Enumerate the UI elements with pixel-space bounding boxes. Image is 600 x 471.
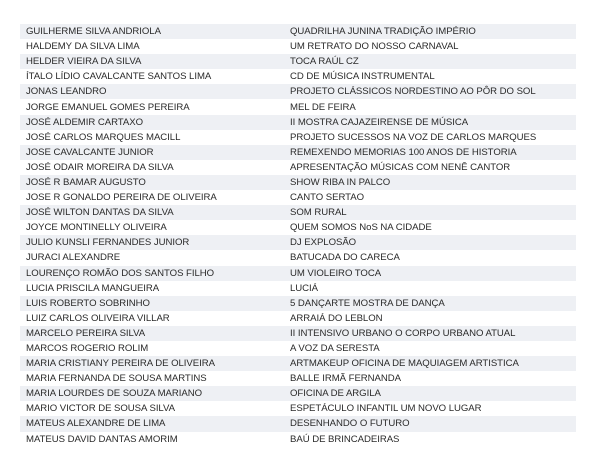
project-cell: TOCA RAÚL CZ [284,54,576,69]
beneficiary-table [20,24,576,447]
name-cell: ÍTALO LÍDIO CAVALCANTE SANTOS LIMA [20,69,284,84]
document-sheet [20,24,576,447]
name-cell: JULIO KUNSLI FERNANDES JUNIOR [20,235,284,250]
table-row [20,99,576,114]
project-cell: BATUCADA DO CARECA [284,250,576,265]
table-body [20,24,576,447]
project-cell: DJ EXPLOSÃO [284,235,576,250]
table-row [20,130,576,145]
project-cell: REMEXENDO MEMORIAS 100 ANOS DE HISTORIA [284,145,576,160]
name-cell: MARIO VICTOR DE SOUSA SILVA [20,401,284,416]
name-cell: JOSE R GONALDO PEREIRA DE OLIVEIRA [20,190,284,205]
table-row [20,190,576,205]
table-row [20,266,576,281]
project-cell: PROJETO SUCESSOS NA VOZ DE CARLOS MARQUES [284,130,576,145]
project-cell: DESENHANDO O FUTURO [284,416,576,431]
project-cell: UM VIOLEIRO TOCA [284,266,576,281]
table-row [20,432,576,447]
name-cell: MARIA FERNANDA DE SOUSA MARTINS [20,371,284,386]
name-cell: JONAS LEANDRO [20,84,284,99]
table-row [20,371,576,386]
name-cell: MARIA LOURDES DE SOUZA MARIANO [20,386,284,401]
name-cell: LUIS ROBERTO SOBRINHO [20,296,284,311]
table-row [20,175,576,190]
table-row [20,311,576,326]
table-row [20,281,576,296]
table-row [20,296,576,311]
name-cell: JOSÉ R BAMAR AUGUSTO [20,175,284,190]
project-cell: QUEM SOMOS NoS NA CIDADE [284,220,576,235]
name-cell: MATEUS ALEXANDRE DE LIMA [20,416,284,431]
project-cell: CD DE MÚSICA INSTRUMENTAL [284,69,576,84]
name-cell: JURACI ALEXANDRE [20,250,284,265]
name-cell: LUCIA PRISCILA MANGUEIRA [20,281,284,296]
table-row [20,416,576,431]
table-row [20,356,576,371]
table-row [20,401,576,416]
name-cell: LOURENÇO ROMÃO DOS SANTOS FILHO [20,266,284,281]
table-row [20,69,576,84]
name-cell: JOSE CAVALCANTE JUNIOR [20,145,284,160]
project-cell: ESPETÁCULO INFANTIL UM NOVO LUGAR [284,401,576,416]
table-row [20,145,576,160]
project-cell: II MOSTRA CAJAZEIRENSE DE MÚSICA [284,115,576,130]
project-cell: A VOZ DA SERESTA [284,341,576,356]
name-cell: GUILHERME SILVA ANDRIOLA [20,24,284,39]
name-cell: HALDEMY DA SILVA LIMA [20,39,284,54]
name-cell: MARIA CRISTIANY PEREIRA DE OLIVEIRA [20,356,284,371]
name-cell: JOSÉ CARLOS MARQUES MACILL [20,130,284,145]
table-row [20,250,576,265]
project-cell: ARRAIÁ DO LEBLON [284,311,576,326]
project-cell: BAÚ DE BRINCADEIRAS [284,432,576,447]
project-cell: UM RETRATO DO NOSSO CARNAVAL [284,39,576,54]
project-cell: QUADRILHA JUNINA TRADIÇÃO IMPÉRIO [284,24,576,39]
name-cell: MARCOS ROGERIO ROLIM [20,341,284,356]
name-cell: MATEUS DAVID DANTAS AMORIM [20,432,284,447]
name-cell: JORGE EMANUEL GOMES PEREIRA [20,99,284,114]
table-row [20,386,576,401]
project-cell: APRESENTAÇÃO MÚSICAS COM NENÊ CANTOR [284,160,576,175]
table-row [20,326,576,341]
project-cell: CANTO SERTAO [284,190,576,205]
project-cell: LUCIÁ [284,281,576,296]
table-row [20,341,576,356]
project-cell: ARTMAKEUP OFICINA DE MAQUIAGEM ARTISTICA [284,356,576,371]
table-row [20,160,576,175]
name-cell: LUIZ CARLOS OLIVEIRA VILLAR [20,311,284,326]
project-cell: MEL DE FEIRA [284,99,576,114]
table-row [20,39,576,54]
name-cell: JOSÉ ODAIR MOREIRA DA SILVA [20,160,284,175]
project-cell: 5 DANÇARTE MOSTRA DE DANÇA [284,296,576,311]
project-cell: SOM RURAL [284,205,576,220]
name-cell: JOSÉ ALDEMIR CARTAXO [20,115,284,130]
project-cell: II INTENSIVO URBANO O CORPO URBANO ATUAL [284,326,576,341]
name-cell: JOYCE MONTINELLY OLIVEIRA [20,220,284,235]
project-cell: PROJETO CLÁSSICOS NORDESTINO AO PÔR DO SOL [284,84,576,99]
table-row [20,205,576,220]
project-cell: SHOW RIBA IN PALCO [284,175,576,190]
table-row [20,220,576,235]
project-cell: OFICINA DE ARGILA [284,386,576,401]
table-row [20,54,576,69]
project-cell: BALLE IRMÃ FERNANDA [284,371,576,386]
name-cell: MARCELO PEREIRA SILVA [20,326,284,341]
name-cell: HELDER VIEIRA DA SILVA [20,54,284,69]
table-row [20,235,576,250]
table-row [20,24,576,39]
table-row [20,115,576,130]
table-row [20,84,576,99]
name-cell: JOSÉ WILTON DANTAS DA SILVA [20,205,284,220]
